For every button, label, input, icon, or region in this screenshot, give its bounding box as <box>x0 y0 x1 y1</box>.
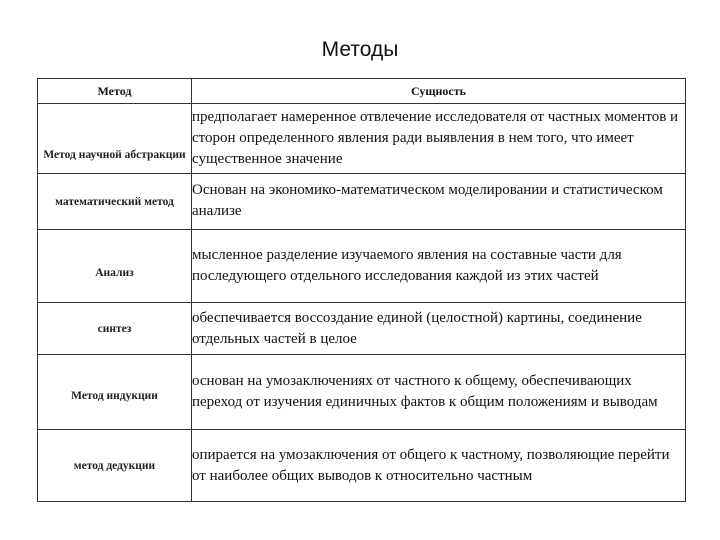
page-title: Методы <box>321 38 399 61</box>
table-row <box>38 104 686 174</box>
method-name: Анализ <box>38 230 192 303</box>
method-name: метод дедукции <box>38 430 192 502</box>
table-row <box>38 174 686 230</box>
method-name: синтез <box>38 303 192 355</box>
table-row <box>38 303 686 355</box>
method-essence: опирается на умозаключения от общего к частному, позволяющие перейти от наиболее общих выводов к относительно частным <box>192 430 686 502</box>
table-header-row <box>38 79 686 104</box>
method-name: Метод научной абстракции <box>38 104 192 174</box>
table-row <box>38 230 686 303</box>
table-row <box>38 430 686 502</box>
method-essence: предполагает намеренное отвлечение исследователя от частных моментов и сторон определенного явления ради выявления в нем того, что имеет существенное значение <box>192 104 686 174</box>
methods-table <box>37 78 686 502</box>
method-name: математический метод <box>38 174 192 230</box>
table-row <box>38 355 686 430</box>
method-essence: мысленное разделение изучаемого явления на составные части для последующего отдельного исследования каждой из этих частей <box>192 230 686 303</box>
method-essence: обеспечивается воссоздание единой (целостной) картины, соединение отдельных частей в целое <box>192 303 686 355</box>
header-method: Метод <box>38 79 192 104</box>
method-essence: Основан на экономико-математическом моделировании и статистическом анализе <box>192 174 686 230</box>
header-essence: Сущность <box>192 79 686 104</box>
method-name: Метод индукции <box>38 355 192 430</box>
method-essence: основан на умозаключениях от частного к общему, обеспечивающих переход от изучения единичных фактов к общим положениям и выводам <box>192 355 686 430</box>
